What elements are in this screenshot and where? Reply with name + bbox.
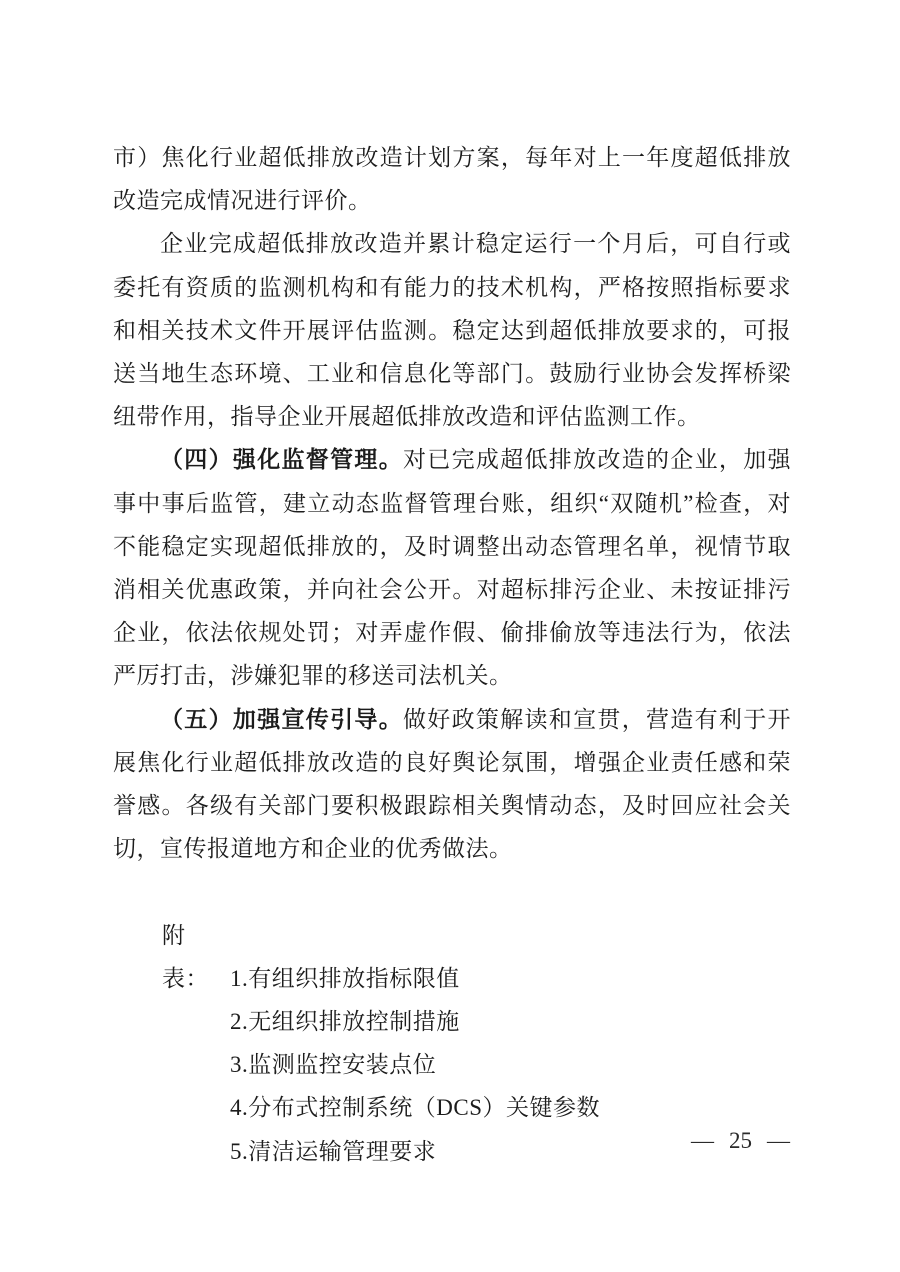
- appendix-label: 附表：: [162, 922, 209, 991]
- paragraph-evaluation: [113, 222, 791, 438]
- appendix-item-2: [113, 1000, 791, 1043]
- paragraph-text: 市）焦化行业超低排放改造计划方案，每年对上一年度超低排放改造完成情况进行评价。: [113, 145, 791, 214]
- document-body: [113, 136, 791, 1173]
- appendix-item-1: [113, 914, 791, 1000]
- paragraph-section-5: [113, 698, 791, 871]
- paragraph-text: 做好政策解读和宣贯，营造有利于开展焦化行业超低排放改造的良好舆论氛围，增强企业责任感和荣誉感。各级有关部门要积极跟踪相关舆情动态，及时回应社会关切，宣传报道地方和企业的优秀做法。: [113, 706, 792, 862]
- appendix-item-text: 4.分布式控制系统（DCS）关键参数: [230, 1095, 600, 1121]
- paragraph-section-4: [113, 438, 791, 697]
- footer-dash-right: —: [767, 1128, 790, 1153]
- appendix-item-4: [113, 1086, 791, 1129]
- appendix-item-3: [113, 1043, 791, 1086]
- appendix-item-5: [113, 1130, 791, 1173]
- appendix-item-text: 3.监测监控安装点位: [230, 1052, 437, 1078]
- appendix-item-text: 1.有组织排放指标限值: [230, 965, 460, 991]
- paragraph-continuation: [113, 136, 791, 222]
- page-footer: [691, 1127, 790, 1155]
- page-number: 25: [729, 1128, 752, 1153]
- appendix-item-text: 2.无组织排放控制措施: [230, 1009, 460, 1035]
- appendix-list: [113, 914, 791, 1173]
- paragraph-text: 对已完成超低排放改造的企业，加强事中事后监管，建立动态监督管理台账，组织“双随机”检查，对不能稳定实现超低排放的，及时调整出动态管理名单，视情节取消相关优惠政策，并向社会公开。对超标排污企业、未按证排污企业，依法依规处罚；对弄虚作假、偷排偷放等违法行为，依法严厉打击，涉嫌犯罪的移送司法机关。: [113, 447, 792, 689]
- section-heading-4: （四）强化监督管理。: [160, 447, 403, 473]
- paragraph-text: 企业完成超低排放改造并累计稳定运行一个月后，可自行或委托有资质的监测机构和有能力的技术机构，严格按照指标要求和相关技术文件开展评估监测。稳定达到超低排放要求的，可报送当地生态环境、工业和信息化等部门。鼓励行业协会发挥桥梁纽带作用，指导企业开展超低排放改造和评估监测工作。: [113, 231, 791, 430]
- appendix-item-text: 5.清洁运输管理要求: [230, 1138, 437, 1164]
- footer-dash-left: —: [691, 1128, 714, 1153]
- section-heading-5: （五）加强宣传引导。: [160, 706, 403, 732]
